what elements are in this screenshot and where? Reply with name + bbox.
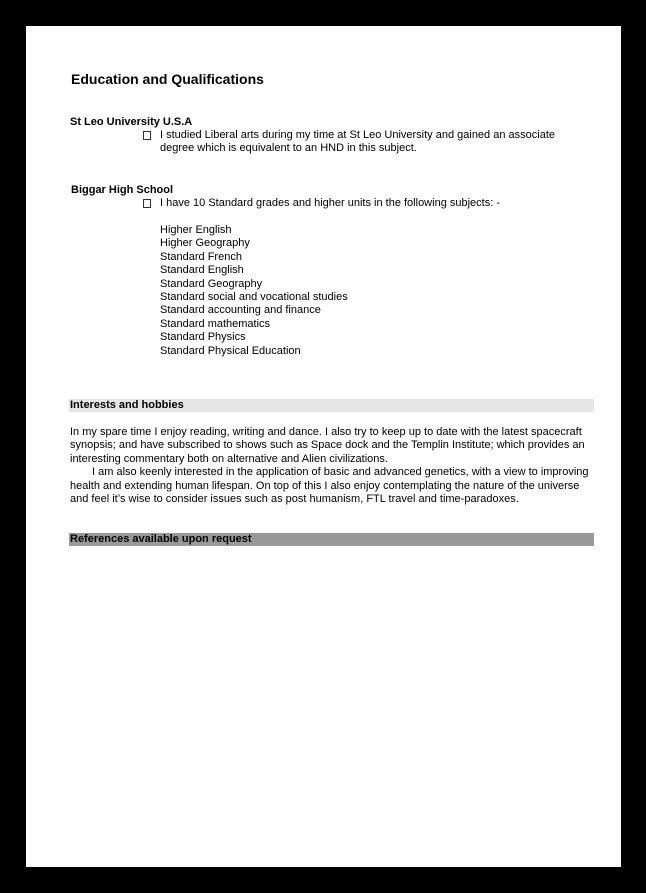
interests-text — [70, 426, 595, 506]
subject-item: Standard English — [160, 264, 244, 277]
subject-item: Higher English — [160, 224, 232, 236]
section-heading-interests: Interests and hobbies — [69, 399, 594, 412]
subject-item: Standard mathematics — [160, 317, 271, 330]
interests-paragraph: In my spare time I enjoy reading, writing and dance. I also try to keep up to date with the latest spacecraft synopsis; and have subscribed to shows such as Space dock and the Templin Institute; which provides an interesting commentary both on alternative and Alien civilizations. — [70, 426, 585, 465]
institution-st-leo: St Leo University U.S.A — [70, 116, 193, 128]
subject-item: Standard French — [160, 250, 242, 263]
section-heading-education: Education and Qualifications — [71, 71, 264, 87]
biggar-description: I have 10 Standard grades and higher units in the following subjects: - — [160, 197, 500, 209]
subject-item: Standard Geography — [160, 277, 263, 290]
subject-item: Standard social and vocational studies — [160, 290, 348, 303]
subject-item: Higher Geography — [160, 237, 250, 250]
subject-item: Standard Physics — [160, 331, 246, 344]
subject-item: Standard accounting and finance — [160, 304, 321, 317]
subject-list — [160, 224, 348, 358]
document-page — [26, 26, 621, 867]
st-leo-description-line: I studied Liberal arts during my time at St Leo University and gained an associate — [160, 129, 555, 141]
bullet-icon — [143, 199, 151, 208]
institution-biggar: Biggar High School — [71, 184, 174, 196]
bullet-icon — [143, 131, 151, 140]
st-leo-description — [160, 129, 555, 156]
subject-item: Standard Physical Education — [160, 344, 301, 357]
st-leo-description-line: degree which is equivalent to an HND in this subject. — [160, 142, 417, 155]
interests-paragraph: I am also keenly interested in the application of basic and advanced genetics, with a view to improving health and extending human lifespan. On top of this I also enjoy contemplating the nature of the universe and feel it’s wise to consider issues such as post humanism, FTL travel and time-paradoxes. — [70, 466, 589, 506]
references-banner: References available upon request — [69, 533, 594, 546]
